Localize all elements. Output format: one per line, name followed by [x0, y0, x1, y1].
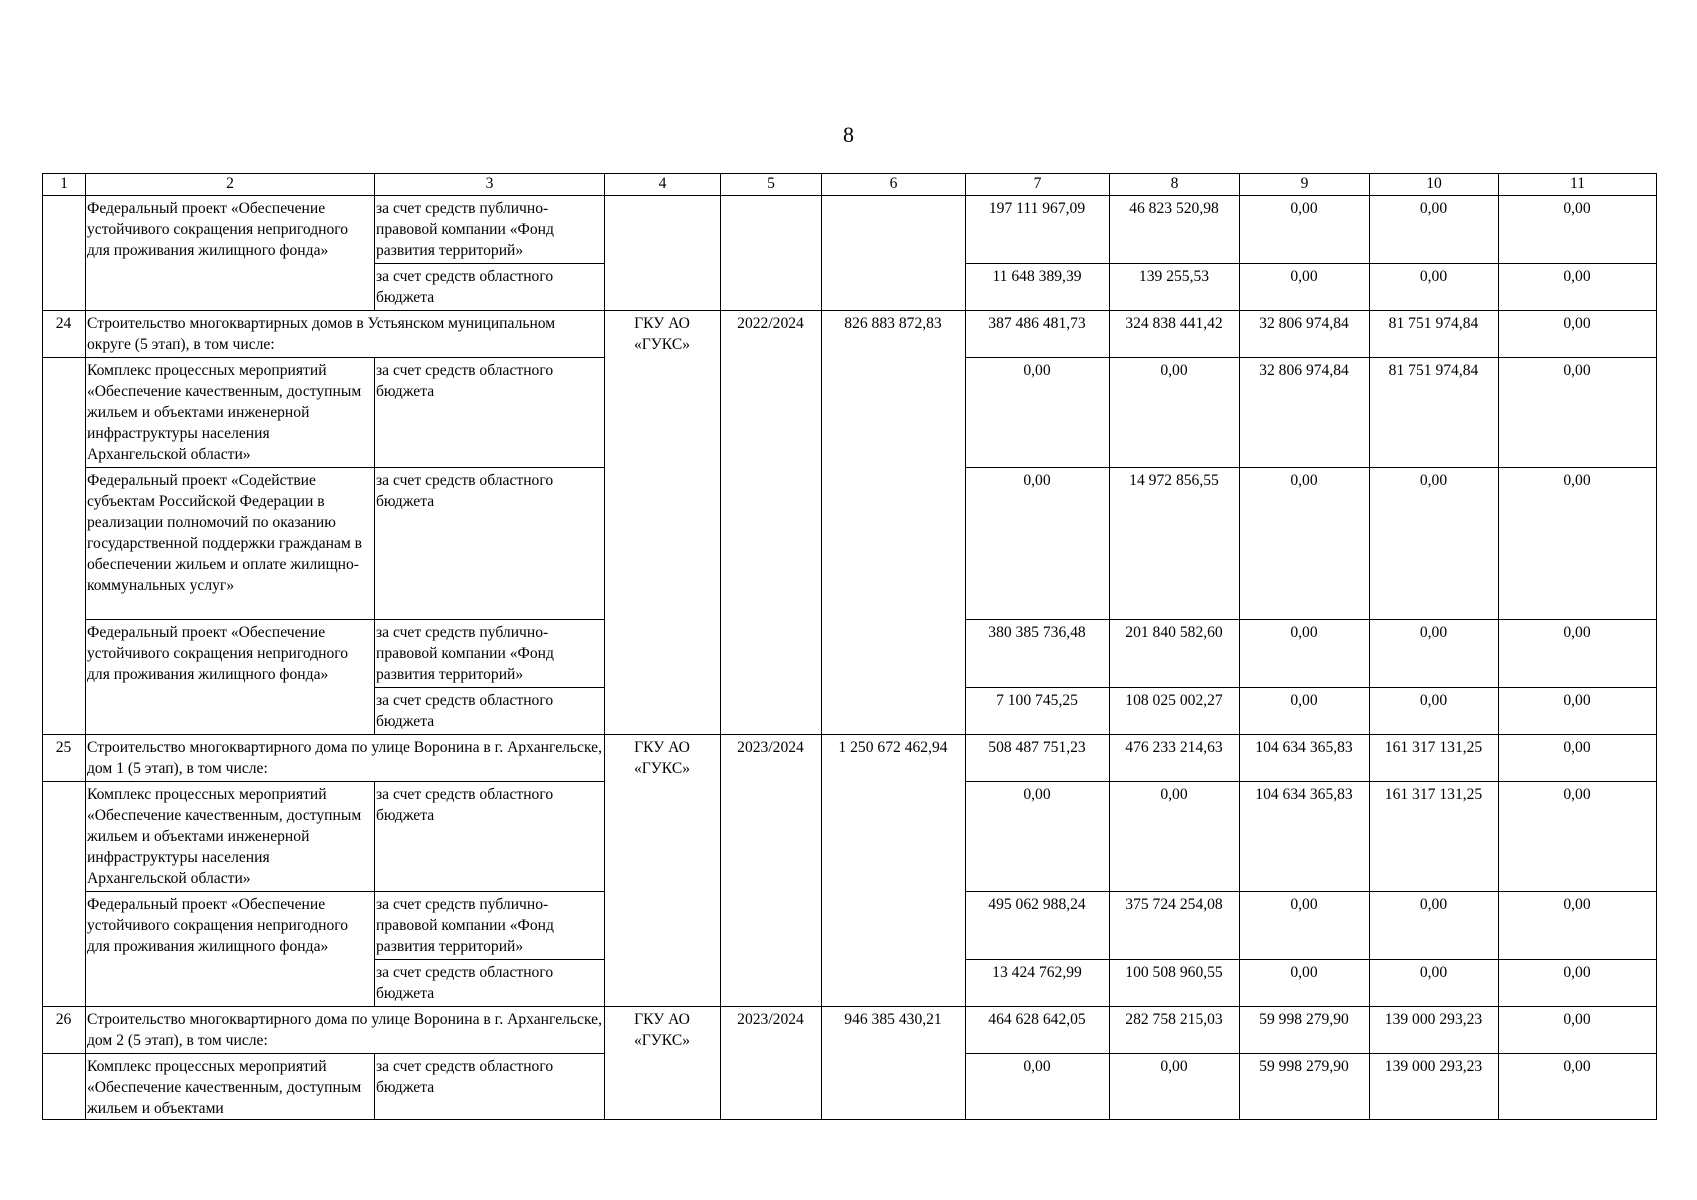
funding-source: за счет средств областного бюджета — [375, 358, 605, 468]
table-row — [43, 1007, 1657, 1054]
value-col-8: 139 255,53 — [1110, 264, 1240, 311]
table-row — [43, 735, 1657, 782]
value-col-7: 464 628 642,05 — [966, 1007, 1110, 1054]
value-col-11: 0,00 — [1499, 620, 1657, 688]
col-header: 4 — [605, 174, 721, 196]
value-col-7: 0,00 — [966, 468, 1110, 620]
total-cost — [822, 196, 966, 311]
value-col-10: 139 000 293,23 — [1370, 1007, 1499, 1054]
value-col-9: 0,00 — [1240, 620, 1370, 688]
col-header: 5 — [721, 174, 822, 196]
value-col-7: 387 486 481,73 — [966, 311, 1110, 358]
value-col-11: 0,00 — [1499, 735, 1657, 782]
value-col-8: 0,00 — [1110, 1054, 1240, 1120]
project-name: Федеральный проект «Обеспечение устойчивого сокращения непригодного для проживания жилищного фонда» — [86, 892, 375, 1007]
value-col-10: 161 317 131,25 — [1370, 782, 1499, 892]
value-col-9: 0,00 — [1240, 264, 1370, 311]
project-name: Комплекс процессных мероприятий «Обеспечение качественным, доступным жильем и объектами инженерной инфраструктуры населения Архангельской области» — [86, 358, 375, 468]
item-number — [43, 1054, 86, 1120]
value-col-10: 139 000 293,23 — [1370, 1054, 1499, 1120]
value-col-7: 11 648 389,39 — [966, 264, 1110, 311]
col-header: 1 — [43, 174, 86, 196]
value-col-7: 508 487 751,23 — [966, 735, 1110, 782]
value-col-11: 0,00 — [1499, 196, 1657, 264]
customer: ГКУ АО «ГУКС» — [605, 1007, 721, 1120]
col-header: 2 — [86, 174, 375, 196]
value-col-9: 32 806 974,84 — [1240, 311, 1370, 358]
item-title: Строительство многоквартирных домов в Устьянском муниципальном округе (5 этап), в том числе: — [86, 311, 605, 358]
value-col-9: 32 806 974,84 — [1240, 358, 1370, 468]
value-col-11: 0,00 — [1499, 1054, 1657, 1120]
value-col-8: 100 508 960,55 — [1110, 960, 1240, 1007]
value-col-8: 0,00 — [1110, 358, 1240, 468]
item-number — [43, 782, 86, 1007]
project-name: Комплекс процессных мероприятий «Обеспечение качественным, доступным жильем и объектами — [86, 1054, 375, 1120]
value-col-9: 0,00 — [1240, 892, 1370, 960]
funding-source: за счет средств публично-правовой компании «Фонд развития территорий» — [375, 620, 605, 688]
value-col-11: 0,00 — [1499, 358, 1657, 468]
value-col-8: 476 233 214,63 — [1110, 735, 1240, 782]
project-name: Федеральный проект «Обеспечение устойчивого сокращения непригодного для проживания жилищного фонда» — [86, 196, 375, 311]
funding-source: за счет средств областного бюджета — [375, 468, 605, 620]
value-col-9: 0,00 — [1240, 468, 1370, 620]
total-cost: 1 250 672 462,94 — [822, 735, 966, 1007]
table-row — [43, 196, 1657, 264]
value-col-7: 0,00 — [966, 358, 1110, 468]
period: 2023/2024 — [721, 735, 822, 1007]
value-col-9: 59 998 279,90 — [1240, 1054, 1370, 1120]
value-col-10: 81 751 974,84 — [1370, 358, 1499, 468]
value-col-7: 7 100 745,25 — [966, 688, 1110, 735]
total-cost: 826 883 872,83 — [822, 311, 966, 735]
value-col-10: 0,00 — [1370, 264, 1499, 311]
value-col-10: 0,00 — [1370, 960, 1499, 1007]
value-col-10: 81 751 974,84 — [1370, 311, 1499, 358]
value-col-8: 324 838 441,42 — [1110, 311, 1240, 358]
value-col-7: 0,00 — [966, 782, 1110, 892]
period — [721, 196, 822, 311]
col-header: 11 — [1499, 174, 1657, 196]
total-cost: 946 385 430,21 — [822, 1007, 966, 1120]
value-col-11: 0,00 — [1499, 688, 1657, 735]
table-row — [43, 311, 1657, 358]
value-col-7: 495 062 988,24 — [966, 892, 1110, 960]
value-col-10: 0,00 — [1370, 468, 1499, 620]
period: 2023/2024 — [721, 1007, 822, 1120]
funding-source: за счет средств публично-правовой компании «Фонд развития территорий» — [375, 892, 605, 960]
value-col-7: 13 424 762,99 — [966, 960, 1110, 1007]
value-col-10: 161 317 131,25 — [1370, 735, 1499, 782]
item-title: Строительство многоквартирного дома по улице Воронина в г. Архангельске, дом 1 (5 этап), в том числе: — [86, 735, 605, 782]
value-col-9: 0,00 — [1240, 688, 1370, 735]
project-name: Федеральный проект «Обеспечение устойчивого сокращения непригодного для проживания жилищного фонда» — [86, 620, 375, 735]
page-number: 8 — [843, 122, 854, 147]
col-header: 10 — [1370, 174, 1499, 196]
value-col-8: 46 823 520,98 — [1110, 196, 1240, 264]
value-col-11: 0,00 — [1499, 1007, 1657, 1054]
value-col-7: 0,00 — [966, 1054, 1110, 1120]
item-number: 24 — [43, 311, 86, 358]
value-col-9: 104 634 365,83 — [1240, 735, 1370, 782]
project-name: Федеральный проект «Содействие субъектам Российской Федерации в реализации полномочий по оказанию государственной поддержки гражданам в обеспечении жильем и оплате жилищно-коммунальных услуг» — [86, 468, 375, 620]
funding-source: за счет средств областного бюджета — [375, 264, 605, 311]
value-col-11: 0,00 — [1499, 264, 1657, 311]
value-col-9: 59 998 279,90 — [1240, 1007, 1370, 1054]
value-col-8: 282 758 215,03 — [1110, 1007, 1240, 1054]
project-name: Комплекс процессных мероприятий «Обеспечение качественным, доступным жильем и объектами инженерной инфраструктуры населения Архангельской области» — [86, 782, 375, 892]
value-col-7: 380 385 736,48 — [966, 620, 1110, 688]
column-number-header — [43, 174, 1657, 196]
value-col-11: 0,00 — [1499, 782, 1657, 892]
customer: ГКУ АО «ГУКС» — [605, 311, 721, 735]
value-col-11: 0,00 — [1499, 311, 1657, 358]
col-header: 9 — [1240, 174, 1370, 196]
value-col-11: 0,00 — [1499, 960, 1657, 1007]
item-number: 25 — [43, 735, 86, 782]
value-col-10: 0,00 — [1370, 892, 1499, 960]
value-col-10: 0,00 — [1370, 196, 1499, 264]
value-col-8: 201 840 582,60 — [1110, 620, 1240, 688]
col-header: 8 — [1110, 174, 1240, 196]
value-col-8: 14 972 856,55 — [1110, 468, 1240, 620]
value-col-9: 0,00 — [1240, 960, 1370, 1007]
value-col-7: 197 111 967,09 — [966, 196, 1110, 264]
funding-source: за счет средств областного бюджета — [375, 1054, 605, 1120]
funding-source: за счет средств областного бюджета — [375, 960, 605, 1007]
item-number — [43, 196, 86, 311]
funding-source: за счет средств областного бюджета — [375, 782, 605, 892]
funding-source: за счет средств областного бюджета — [375, 688, 605, 735]
customer — [605, 196, 721, 311]
item-title: Строительство многоквартирного дома по улице Воронина в г. Архангельске, дом 2 (5 этап), в том числе: — [86, 1007, 605, 1054]
item-number: 26 — [43, 1007, 86, 1054]
col-header: 7 — [966, 174, 1110, 196]
value-col-8: 108 025 002,27 — [1110, 688, 1240, 735]
value-col-9: 0,00 — [1240, 196, 1370, 264]
funding-source: за счет средств публично-правовой компании «Фонд развития территорий» — [375, 196, 605, 264]
item-number — [43, 358, 86, 735]
value-col-8: 0,00 — [1110, 782, 1240, 892]
value-col-10: 0,00 — [1370, 620, 1499, 688]
value-col-9: 104 634 365,83 — [1240, 782, 1370, 892]
value-col-11: 0,00 — [1499, 892, 1657, 960]
value-col-8: 375 724 254,08 — [1110, 892, 1240, 960]
period: 2022/2024 — [721, 311, 822, 735]
value-col-11: 0,00 — [1499, 468, 1657, 620]
budget-table — [42, 173, 1657, 1120]
value-col-10: 0,00 — [1370, 688, 1499, 735]
col-header: 6 — [822, 174, 966, 196]
col-header: 3 — [375, 174, 605, 196]
customer: ГКУ АО «ГУКС» — [605, 735, 721, 1007]
